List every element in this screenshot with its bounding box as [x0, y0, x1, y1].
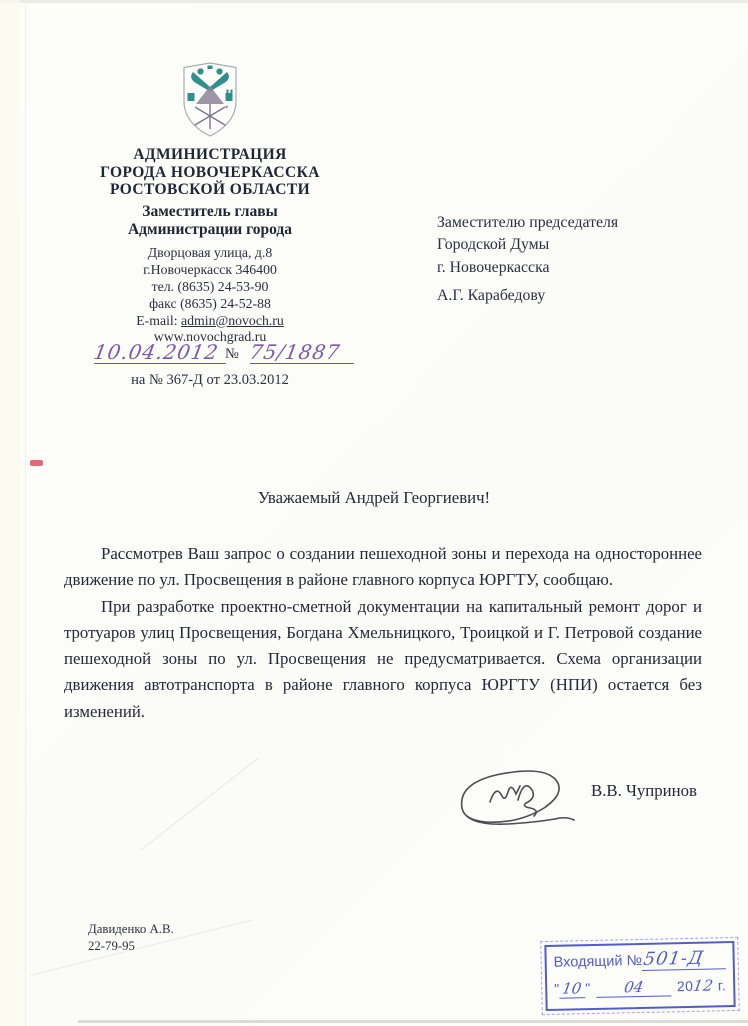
recipient-block	[437, 212, 717, 308]
stamp-label: Входящий №	[553, 952, 643, 971]
body-paragraph-1: Рассмотрев Ваш запрос о создании пешеходной зоны и перехода на одностороннее движение по ул. Просвещения в районе главного корпуса ЮРГТУ, сообщаю.	[64, 544, 702, 590]
outgoing-date-field	[91, 338, 226, 364]
recipient-line3: г. Новочеркасска	[437, 258, 550, 276]
stamp-month-field	[596, 977, 671, 998]
stamp-number-row	[553, 947, 725, 973]
stamp-handwritten-number: 501-Д	[642, 947, 706, 970]
phone-line: тел. (8635) 24-53-90	[151, 278, 269, 294]
outgoing-number-field	[247, 338, 354, 364]
email-address: admin@novoch.ru	[181, 312, 284, 328]
address-line2: г.Новочеркасск 346400	[143, 261, 277, 277]
stamp-close-quote: "	[585, 980, 591, 997]
stamp-date-row	[554, 976, 726, 999]
fax-line: факс (8635) 24-52-88	[149, 295, 271, 311]
org-line2: ГОРОДА НОВОЧЕРКАССКА	[100, 163, 320, 181]
scan-edge-left-line	[25, 0, 26, 1026]
executor-phone: 22-79-95	[88, 938, 135, 953]
incoming-stamp-frame	[544, 941, 735, 1011]
stamp-day-field	[559, 979, 585, 999]
signature-scribble	[448, 760, 586, 842]
scan-edge-top	[0, 0, 748, 3]
red-ink-mark	[30, 460, 43, 466]
address-line1: Дворцовая улица, д.8	[147, 245, 273, 260]
executor-name: Давиденко А.В.	[88, 922, 174, 936]
body-paragraph-2: При разработке проектно-сметной документации на капитальный ремонт дорог и тротуаров улиц Просвещения, Богдана Хмельницкого, Троицкой и Г. Петровой создание пешеходной зоны по ул. Просвещения не предусматривается. Схема организации движения автотранспорта в районе главного корпуса ЮРГТУ (НПИ) остается без изменений.	[64, 596, 702, 721]
number-sign: №	[225, 346, 239, 362]
letter-body	[64, 541, 702, 725]
dept-line1: Заместитель главы	[142, 203, 278, 220]
organization-name	[56, 146, 364, 199]
stamp-number-field	[642, 947, 726, 971]
stamp-handwritten-year: 12	[692, 976, 715, 995]
stamp-year-suffix: г.	[717, 977, 727, 994]
executor-block	[88, 921, 174, 954]
email-line	[56, 313, 364, 330]
email-label: E-mail:	[136, 312, 182, 328]
scan-edge-bottom	[78, 1020, 748, 1023]
handwritten-date: 10.04.2012	[91, 340, 221, 364]
scan-edge-left-strip	[0, 0, 20, 1026]
registration-line	[88, 338, 358, 368]
incoming-stamp	[540, 937, 740, 1015]
contact-block	[56, 245, 364, 346]
paper-crease	[140, 758, 259, 851]
stamp-year-prefix: 20	[676, 977, 694, 995]
recipient-line2: Городской Думы	[437, 236, 550, 254]
signer-name: В.В. Чупринов	[591, 781, 697, 800]
department-title	[56, 203, 364, 239]
reference-line: на № 367-Д от 23.03.2012	[131, 372, 289, 388]
salutation: Уважаемый Андрей Георгиевич!	[257, 488, 491, 507]
coat-of-arms-icon	[181, 62, 239, 138]
stamp-open-quote: "	[554, 980, 560, 997]
org-line1: АДМИНИСТРАЦИЯ	[133, 146, 287, 163]
dept-line2: Администрации города	[127, 220, 293, 238]
stamp-handwritten-month: 04	[622, 977, 645, 997]
recipient-line1: Заместителю председателя	[437, 214, 619, 231]
recipient-name: А.Г. Карабедову	[437, 287, 546, 305]
handwritten-number: 75/1887	[247, 340, 343, 364]
org-line3: РОСТОВСКОЙ ОБЛАСТИ	[109, 181, 311, 198]
website-line: www.novochgrad.ru	[153, 329, 267, 345]
stamp-year	[677, 976, 727, 995]
stamp-handwritten-day: 10	[561, 979, 584, 998]
